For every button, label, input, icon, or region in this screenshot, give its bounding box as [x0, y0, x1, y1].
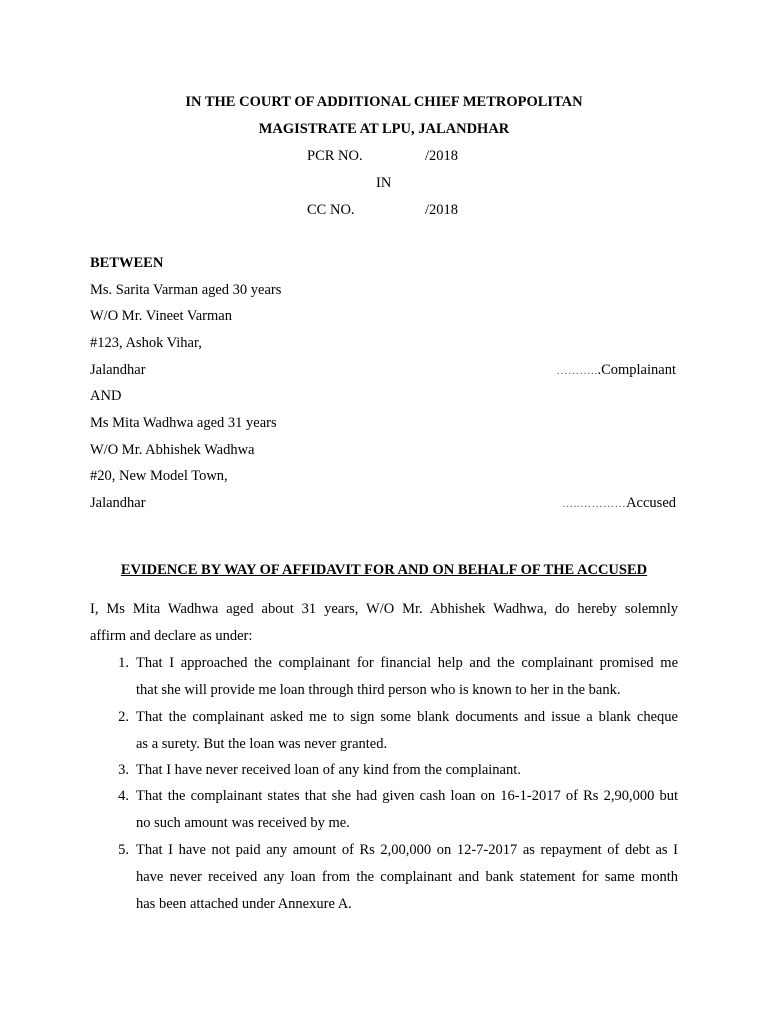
affidavit-title: EVIDENCE BY WAY OF AFFIDAVIT FOR AND ON BEHALF OF THE ACCUSED [120, 562, 648, 578]
in-label: IN [376, 175, 392, 191]
list-text-line: That I have never received loan of any kind from the complainant. [136, 762, 521, 778]
list-text-line: that she will provide me loan through third person who is known to her in the bank. [136, 682, 621, 698]
cc-year: /2018 [425, 202, 459, 218]
between-label: BETWEEN [90, 255, 164, 271]
complainant-city: Jalandhar [90, 362, 146, 378]
accused-role-dots: …..………… [562, 498, 627, 510]
list-number: 4. [118, 788, 129, 804]
court-heading-line1: IN THE COURT OF ADDITIONAL CHIEF METROPOLITAN [185, 94, 583, 110]
complainant-role-dots: ……….. [556, 365, 598, 377]
list-text-line: as a surety. But the loan was never granted. [136, 736, 388, 752]
complainant-role [556, 363, 676, 378]
cc-label: CC NO. [307, 202, 355, 218]
list-number: 2. [118, 709, 129, 725]
accused-role [562, 496, 676, 511]
pcr-label: PCR NO. [307, 148, 363, 164]
list-text-line: That the complainant states that she had given cash loan on 16-1-2017 of Rs 2,90,000 but [136, 788, 678, 804]
complainant-address: #123, Ashok Vihar, [90, 335, 202, 351]
list-text-line: That I approached the complainant for financial help and the complainant promised me [136, 655, 678, 671]
list-text-line: no such amount was received by me. [136, 815, 350, 831]
complainant-relation: W/O Mr. Vineet Varman [90, 308, 232, 324]
accused-name: Ms Mita Wadhwa aged 31 years [90, 415, 277, 431]
accused-address: #20, New Model Town, [90, 468, 228, 484]
accused-city: Jalandhar [90, 495, 146, 511]
complainant-name: Ms. Sarita Varman aged 30 years [90, 282, 282, 298]
list-text-line: has been attached under Annexure A. [136, 896, 352, 912]
accused-role-label: Accused [626, 495, 676, 511]
list-text-line: have never received any loan from the complainant and bank statement for same month [136, 869, 678, 885]
list-text-line: That the complainant asked me to sign some blank documents and issue a blank cheque [136, 709, 678, 725]
list-number: 5. [118, 842, 129, 858]
and-label: AND [90, 388, 122, 404]
accused-relation: W/O Mr. Abhishek Wadhwa [90, 442, 255, 458]
intro-line-1: I, Ms Mita Wadhwa aged about 31 years, W/O Mr. Abhishek Wadhwa, do hereby solemnly [90, 601, 678, 617]
pcr-year: /2018 [425, 148, 459, 164]
list-number: 3. [118, 762, 129, 778]
list-number: 1. [118, 655, 129, 671]
court-heading-line2: MAGISTRATE AT LPU, JALANDHAR [258, 121, 510, 137]
intro-line-2: affirm and declare as under: [90, 628, 253, 644]
list-text-line: That I have not paid any amount of Rs 2,00,000 on 12-7-2017 as repayment of debt as I [136, 842, 678, 858]
complainant-role-label: .Complainant [597, 362, 676, 378]
